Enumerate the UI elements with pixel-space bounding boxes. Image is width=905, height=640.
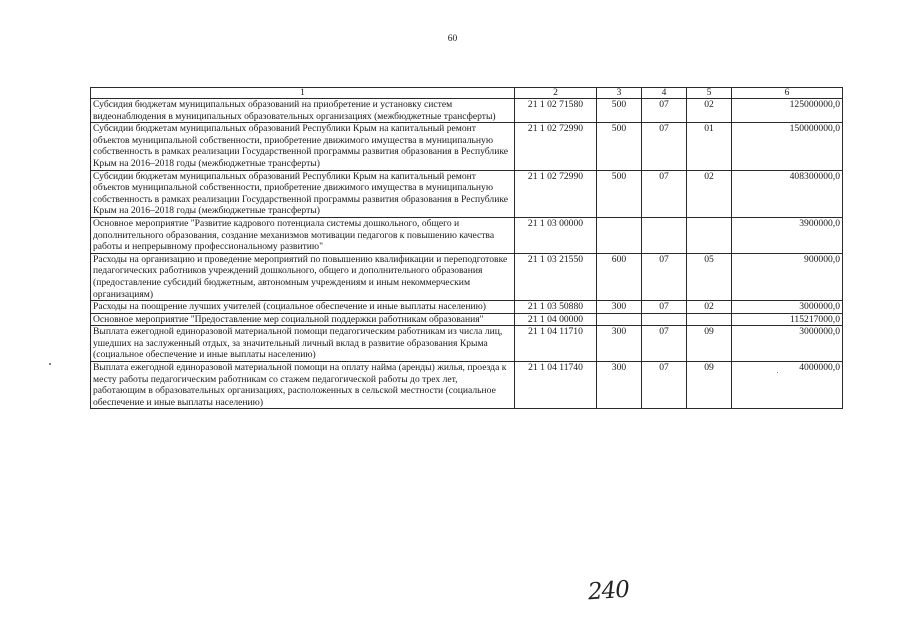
table-row	[91, 99, 843, 123]
row-expense-type: 300	[597, 362, 642, 409]
row-target-code: 21 1 04 11740	[515, 362, 597, 409]
table-row	[91, 217, 843, 253]
table-row	[91, 253, 843, 300]
table-row	[91, 301, 843, 314]
row-target-code: 21 1 03 00000	[515, 217, 597, 253]
row-amount: 150000000,0	[732, 123, 843, 170]
row-expense-type: 500	[597, 170, 642, 217]
row-description: Основное мероприятие "Предоставление мер социальной поддержки работникам образования"	[91, 313, 515, 326]
column-header: 3	[597, 88, 642, 99]
row-expense-type: 600	[597, 253, 642, 300]
row-amount: 3000000,0	[732, 326, 843, 362]
row-section: 07	[642, 170, 687, 217]
row-section	[642, 217, 687, 253]
row-section: 07	[642, 362, 687, 409]
table-row	[91, 326, 843, 362]
row-description: Выплата ежегодной единоразовой материальной помощи на оплату найма (аренды) жилья, проезда к месту работы педагогическим работникам со стажем педагогической работы до трех лет, работающим в образовательных организациях, расположенных в сельской местности (социальное обеспечение и иные выплаты населению)	[91, 362, 515, 409]
row-expense-type: 300	[597, 326, 642, 362]
row-target-code: 21 1 04 11710	[515, 326, 597, 362]
row-description: Субсидии бюджетам муниципальных образований Республики Крым на капитальный ремонт объектов муниципальной собственности, приобретение движимого имущества в муниципальную собственность в рамках реализации Государственной программы развития образования в Республике Крым на 2016–2018 годы (межбюджетные трансферты)	[91, 170, 515, 217]
row-section: 07	[642, 326, 687, 362]
row-target-code: 21 1 04 00000	[515, 313, 597, 326]
row-expense-type	[597, 313, 642, 326]
row-section: 07	[642, 301, 687, 314]
row-target-code: 21 1 03 21550	[515, 253, 597, 300]
row-amount: 3000000,0	[732, 301, 843, 314]
row-description: Расходы на поощрение лучших учителей (социальное обеспечение и иные выплаты населению)	[91, 301, 515, 314]
row-section	[642, 313, 687, 326]
row-amount: 4000000,0	[732, 362, 843, 409]
page-number: 60	[447, 34, 458, 44]
row-target-code: 21 1 02 72990	[515, 123, 597, 170]
row-expense-type: 300	[597, 301, 642, 314]
row-description: Основное мероприятие "Развитие кадрового потенциала системы дошкольного, общего и дополнительного образования, создание механизмов мотивации педагогов к повышению качества работы и непрерывному профессиональному развитию"	[91, 217, 515, 253]
row-amount: 115217000,0	[732, 313, 843, 326]
row-subsection: 09	[687, 326, 732, 362]
column-header: 4	[642, 88, 687, 99]
row-description: Субсидии бюджетам муниципальных образований Республики Крым на капитальный ремонт объектов муниципальной собственности, приобретение движимого имущества в муниципальную собственность в рамках реализации Государственной программы развития образования в Республике Крым на 2016–2018 годы (межбюджетные трансферты)	[91, 123, 515, 170]
column-header: 1	[91, 88, 515, 99]
row-subsection: 02	[687, 170, 732, 217]
table-row	[91, 170, 843, 217]
row-expense-type	[597, 217, 642, 253]
row-target-code: 21 1 03 50880	[515, 301, 597, 314]
row-amount: 125000000,0	[732, 99, 843, 123]
column-header: 2	[515, 88, 597, 99]
row-subsection: 05	[687, 253, 732, 300]
row-description: Выплата ежегодной единоразовой материальной помощи педагогическим работникам из числа лиц, ушедших на заслуженный отдых, за значительный личный вклад в развитие образования Крыма (социальное обеспечение и иные выплаты населению)	[91, 326, 515, 362]
row-section: 07	[642, 123, 687, 170]
row-subsection	[687, 217, 732, 253]
column-header: 6	[732, 88, 843, 99]
row-expense-type: 500	[597, 123, 642, 170]
row-section: 07	[642, 253, 687, 300]
row-subsection: 02	[687, 99, 732, 123]
row-subsection: 02	[687, 301, 732, 314]
row-description: Субсидия бюджетам муниципальных образований на приобретение и установку систем видеонаблюдения в муниципальных образовательных организациях (межбюджетные трансферты)	[91, 99, 515, 123]
table-row	[91, 123, 843, 170]
row-subsection	[687, 313, 732, 326]
row-amount: 408300000,0	[732, 170, 843, 217]
row-expense-type: 500	[597, 99, 642, 123]
table-header-row	[91, 88, 843, 99]
row-subsection: 01	[687, 123, 732, 170]
scan-speck	[49, 363, 51, 365]
budget-table	[90, 87, 843, 409]
row-section: 07	[642, 99, 687, 123]
table-row	[91, 362, 843, 409]
row-amount: 900000,0	[732, 253, 843, 300]
row-subsection: 09	[687, 362, 732, 409]
row-description: Расходы на организацию и проведение мероприятий по повышению квалификации и переподготовке педагогических работников учреждений дошкольного, общего и дополнительного образования (предоставление субсидий бюджетным, автономным учреждениям и иным некоммерческим организациям)	[91, 253, 515, 300]
table-row	[91, 313, 843, 326]
row-target-code: 21 1 02 72990	[515, 170, 597, 217]
row-amount: 3900000,0	[732, 217, 843, 253]
row-target-code: 21 1 02 71580	[515, 99, 597, 123]
column-header: 5	[687, 88, 732, 99]
handwritten-page-mark: 240	[587, 576, 630, 606]
scan-speck	[777, 372, 778, 373]
